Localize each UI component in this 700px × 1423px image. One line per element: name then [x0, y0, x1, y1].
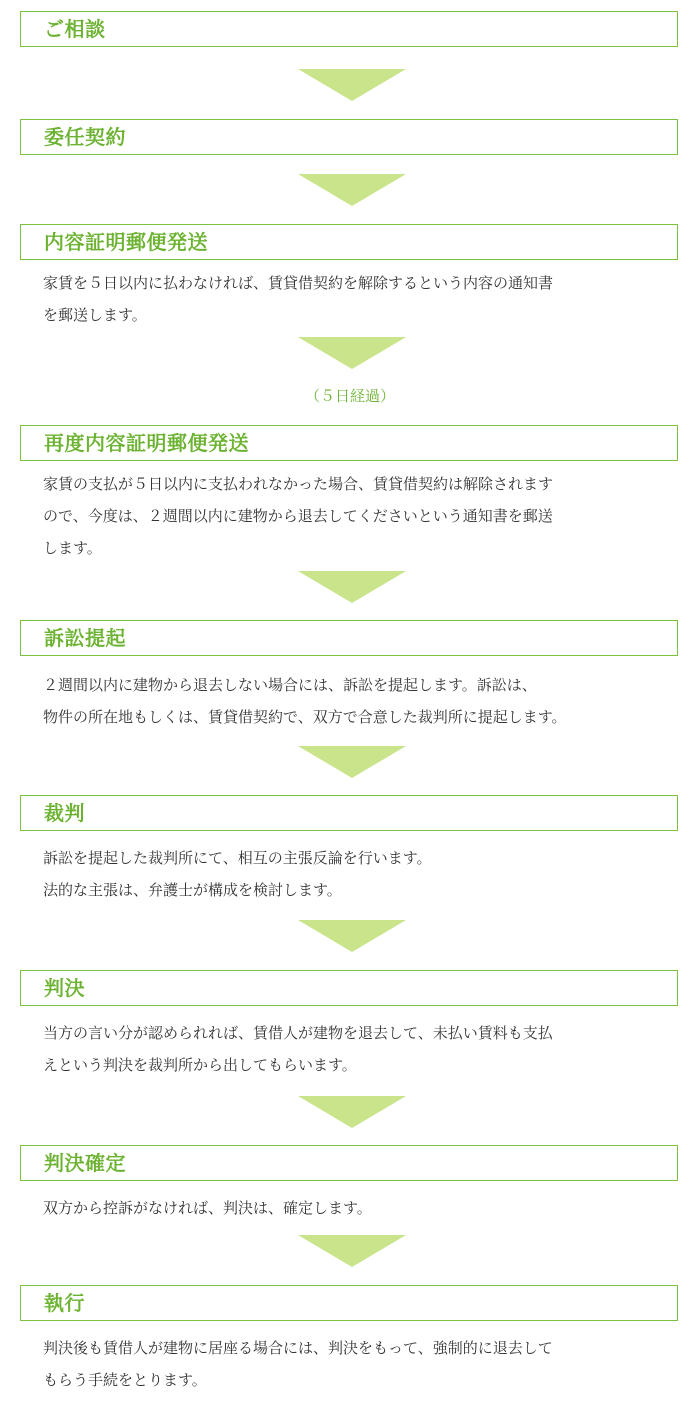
step-certified-mail	[20, 224, 678, 260]
step-description: 訴訟を提起した裁判所にて、相互の主張反論を行います。 法的な主張は、弁護士が構成を検討します。	[43, 849, 432, 899]
step-title: 訴訟提起	[44, 626, 126, 650]
down-arrow-icon	[298, 174, 406, 206]
step-description: 双方から控訴がなければ、判決は、確定します。	[43, 1199, 372, 1217]
down-arrow-icon	[298, 1096, 406, 1128]
down-arrow-icon	[298, 1235, 406, 1267]
down-arrow-icon	[298, 920, 406, 952]
down-arrow-icon	[298, 337, 406, 369]
step-description: 判決後も賃借人が建物に居座る場合には、判決をもって、強制的に退去して もらう手続をとります。	[43, 1339, 553, 1389]
step-title: 委任契約	[44, 125, 126, 149]
step-file-lawsuit	[20, 620, 678, 656]
step-title: 内容証明郵便発送	[44, 230, 208, 254]
step-second-certified-mail	[20, 425, 678, 461]
step-description: 家賃を５日以内に払わなければ、賃貸借契約を解除するという内容の通知書 を郵送します。	[43, 274, 554, 324]
wait-note: （５日経過）	[304, 387, 395, 405]
step-trial	[20, 795, 678, 831]
step-title: 判決確定	[44, 1151, 126, 1175]
step-title: 判決	[44, 976, 85, 1000]
step-description: ２週間以内に建物から退去しない場合には、訴訟を提起します。訴訟は、 物件の所在地もしくは、賃貸借契約で、双方で合意した裁判所に提起します。	[43, 676, 567, 726]
step-consultation	[20, 11, 678, 47]
down-arrow-icon	[298, 746, 406, 778]
down-arrow-icon	[298, 571, 406, 603]
step-title: 裁判	[44, 801, 85, 825]
step-engagement-contract	[20, 119, 678, 155]
step-description: 家賃の支払が５日以内に支払われなかった場合、賃貸借契約は解除されます ので、今度は、２週間以内に建物から退去してくださいという通知書を郵送 します。	[43, 475, 554, 557]
step-judgment	[20, 970, 678, 1006]
step-title: 再度内容証明郵便発送	[44, 431, 249, 455]
step-title: ご相談	[44, 17, 106, 41]
step-enforcement	[20, 1285, 678, 1321]
step-title: 執行	[44, 1291, 85, 1315]
step-description: 当方の言い分が認められれば、賃借人が建物を退去して、未払い賃料も支払 えという判決を裁判所から出してもらいます。	[43, 1024, 553, 1074]
down-arrow-icon	[298, 69, 406, 101]
step-judgment-final	[20, 1145, 678, 1181]
